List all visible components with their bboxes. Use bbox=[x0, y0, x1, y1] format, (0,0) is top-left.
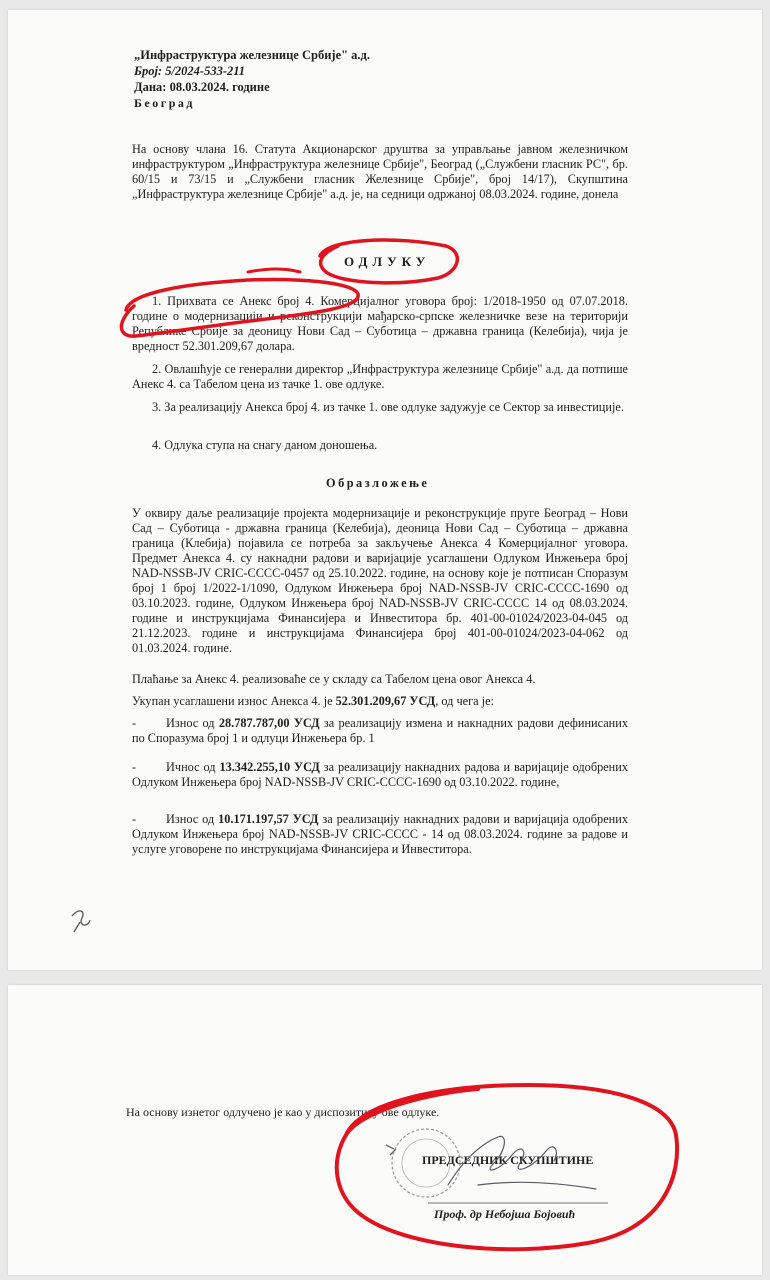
bullet-text: за реализацију накнадних радова и варијације одобрених Одлуком Инжењера број NAD-NSSB-JV CRIC-CCCC-1690 од 03.10.2022. године, bbox=[132, 760, 628, 789]
total-amount: 52.301.209,67 УСД bbox=[335, 694, 436, 708]
bullet-amount: 13.342.255,10 УСД bbox=[219, 760, 320, 774]
bullet-text: за реализацију накнадних радови и варијација одобрених Одлуком Инжењера број NAD-NSSB-JV CRIC-CCCC - 14 од 08.03.2024. године за радове и услуге уговорене по инструкцијама Финансијера и Инвеститора. bbox=[132, 812, 628, 856]
document-city: Београд bbox=[134, 96, 195, 110]
bullet-item-2 bbox=[132, 760, 628, 790]
signature-title: ПРЕДСЕДНИК СКУПШТИНЕ bbox=[422, 1153, 594, 1167]
decision-item-2: 2. Овлашћује се генерални директор „Инфраструктура железнице Србије" а.д. да потпише Анекс 4. са Табелом цена из тачке 1. ове одлуке. bbox=[132, 362, 628, 391]
intro-paragraph: На основу члана 16. Статута Акционарског друштва за управљање јавном железничком инфраструктуром „Инфраструктура железнице Србије", Београд („Службени гласник РС", бр. 60/15 и 73/15 и „Службени гласник Железнице Србије", број 14/17), Скупштина „Инфраструктура железнице Србије" а.д. је, на седници одржаној 08.03.2024. године, донела bbox=[132, 142, 628, 201]
decision-item-4: 4. Одлука ступа на снагу даном доношења. bbox=[152, 438, 378, 452]
explanation-title: Образложење bbox=[326, 476, 430, 490]
bullet-item-1 bbox=[132, 716, 628, 746]
decision-item-3: 3. За реализацију Анекса број 4. из тачке 1. ове одлуке задужује се Сектор за инвестиције. bbox=[152, 400, 624, 414]
bullet-dash: - bbox=[132, 812, 137, 826]
document-date: Дана: 08.03.2024. године bbox=[134, 80, 270, 94]
bullet-prefix: Износ од bbox=[166, 716, 219, 730]
document-page-2 bbox=[8, 985, 762, 1275]
document-page-1 bbox=[8, 10, 762, 970]
bullet-amount: 28.787.787,00 УСД bbox=[218, 716, 320, 730]
official-stamp bbox=[8, 985, 762, 1275]
signature-name: Проф. др Небојша Бојовић bbox=[434, 1207, 576, 1221]
decision-title: ОДЛУКУ bbox=[344, 254, 431, 269]
bullet-text: за реализацију измена и накнадних радови дефинисаних по Споразума број 1 и одлуци Инжењера бр. 1 bbox=[132, 716, 628, 745]
conclusion-text: На основу изнетог одлучено је као у диспозитиву ове одлуке. bbox=[126, 1105, 440, 1119]
document-number: Број: 5/2024-533-211 bbox=[134, 64, 246, 78]
bullet-prefix: Износ од bbox=[166, 812, 219, 826]
bullet-prefix: Ичнос од bbox=[166, 760, 220, 774]
payment-paragraph: Плаћање за Анекс 4. реализоваће се у складу са Табелом цена овог Анекса 4. bbox=[132, 672, 536, 686]
bullet-item-3 bbox=[132, 812, 628, 857]
explanation-paragraph: У оквиру даље реализације пројекта модернизације и реконструкције пруге Београд – Нови Сад – Суботица - државна граница (Келебија), деоница Нови Сад – Суботица – државна граница (Клебија) појавила се потреба за закључење Анекса 4 Комерцијалног уговора. Предмет Анекса 4. су накнадни радови и варијације усаглашени Одлуком Инжењера број NAD-NSSB-JV CRIC-CCCC-0457 од 25.10.2022. године, на основу које је потписан Споразум број 1 број 1/2022-1/1090, Одлуком Инжењера број NAD-NSSB-JV CRIC-CCCC-1690 од 03.10.2023. године, Одлуком Инжењера број NAD-NSSB-JV CRIC-CCCC 14 од 08.03.2024. године и инструкцијама Финансијера и Инвеститора бр. 401-00-01024/2023-04-045 од 21.12.2023. године и инструкцијама Финансијера број 401-00-01024/2023-04-062 од 01.03.2024. године. bbox=[132, 506, 628, 655]
decision-item-1: 1. Прихвата се Анекс број 4. Комерцијалног уговора број: 1/2018-1950 од 07.07.2018. године о модернизацији и реконструкцији мађарско-српске железничке везе на територији Републике Србије за деоницу Нови Сад – Суботица – државна граница (Келебија), чија је вредност 52.301.209,67 долара. bbox=[132, 294, 628, 353]
organization-name: „Инфраструктура железнице Србије" а.д. bbox=[134, 48, 370, 62]
bullet-dash: - bbox=[132, 760, 137, 774]
total-suffix: , од чега је: bbox=[435, 694, 494, 708]
bullet-dash: - bbox=[132, 716, 137, 730]
bullet-amount: 10.171.197,57 УСД bbox=[218, 812, 319, 826]
total-paragraph bbox=[132, 694, 494, 709]
handwritten-signature bbox=[8, 985, 762, 1275]
red-circle-signature bbox=[8, 985, 762, 1275]
total-prefix: Укупан усаглашени износ Анекса 4. је bbox=[132, 694, 336, 708]
